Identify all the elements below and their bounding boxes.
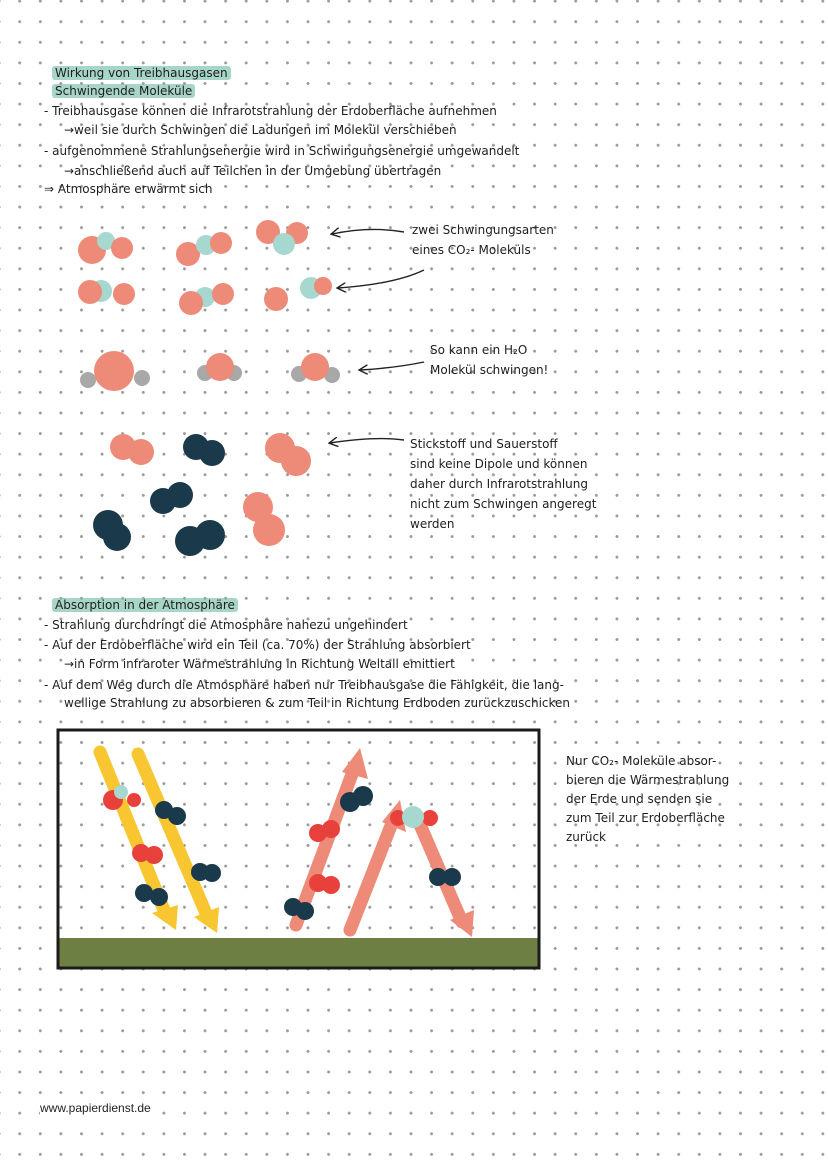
note-line: So kann ein H₂O (430, 343, 528, 357)
co2-molecule (176, 232, 232, 266)
oxygen-atom (281, 446, 311, 476)
oxygen-atom (301, 353, 329, 381)
text-line: - Auf dem Weg durch die Atmosphäre haben nur Treibhausgase die Fähigkeit, die lang- (44, 678, 564, 692)
note-line: bieren die Wärmestrahlung (566, 773, 730, 787)
molecule-atom (145, 846, 163, 864)
oxygen-atom (264, 287, 288, 311)
ground (58, 938, 539, 968)
text-line: - Strahlung durchdringt die Atmosphäre nahezu ungehindert (44, 618, 408, 632)
co2-molecule (264, 277, 332, 311)
section-title-text: Wirkung von Treibhausgasen (52, 66, 231, 80)
oxygen-atom (210, 232, 232, 254)
molecule-atom (443, 868, 461, 886)
pointer-arrow-n2-o2 (330, 439, 404, 443)
note-line: zwei Schwingungsarten (412, 223, 554, 237)
carbon-atom (273, 233, 295, 255)
pointer-arrow-h2o (360, 362, 424, 370)
pointer-arrow-co2-second (338, 270, 424, 288)
oxygen-atom (128, 439, 154, 465)
note-line: zurück (566, 830, 606, 844)
n2-molecule (183, 434, 225, 466)
text-line: →in Form infraroter Wärmestrahlung in Richtung Weltall emittiert (64, 657, 455, 671)
hydrogen-atom (134, 370, 150, 386)
atmosphere-diagram (58, 730, 539, 968)
nitrogen-atom (103, 523, 131, 551)
note-line: nicht zum Schwingen angeregt (410, 497, 597, 511)
oxygen-atom (111, 237, 133, 259)
n2-molecule (175, 520, 225, 556)
co2-molecule (256, 220, 308, 255)
molecule-atom (322, 876, 340, 894)
co2-molecule (78, 232, 133, 264)
pointer-arrow-co2 (332, 229, 404, 234)
text-line: - Treibhausgase können die Infrarotstrahlung der Erdoberfläche aufnehmen (44, 104, 497, 118)
oxygen-atom (179, 291, 203, 315)
oxygen-atom (113, 283, 135, 305)
molecule-atom (150, 888, 168, 906)
oxygen-atom (127, 793, 141, 807)
note-line: Stickstoff und Sauerstoff (410, 437, 558, 451)
nitrogen-atom (199, 440, 225, 466)
o2-molecule (110, 434, 154, 465)
oxygen-atom (94, 351, 134, 391)
text-line: - Auf der Erdoberfläche wird ein Teil (ca. 70%) der Strahlung absorbiert (44, 638, 471, 652)
n2-molecule (191, 863, 221, 882)
oxygen-atom (78, 280, 102, 304)
molecule-atom (322, 820, 340, 838)
oxygen-atom (206, 353, 234, 381)
oxygen-atom (212, 283, 234, 305)
text-line: - aufgenommene Strahlungsenergie wird in Schwingungsenergie umgewandelt (44, 144, 520, 158)
note-line: Nur CO₂- Moleküle absor- (566, 754, 717, 768)
note-line: der Erde und senden sie (566, 792, 713, 806)
n2-molecule (93, 510, 131, 551)
text-line: →weil sie durch Schwingen die Ladungen im Molekül verschieben (64, 123, 457, 137)
oxygen-atom (314, 277, 332, 295)
text-line: →anschließend auch auf Teilchen in der Umgebung übertragen (64, 164, 442, 178)
co2-molecule (78, 280, 135, 305)
n2-molecule (150, 482, 193, 514)
footer-url: www.papierdienst.de (40, 1101, 151, 1115)
carbon-atom (402, 806, 424, 828)
carbon-atom (114, 785, 128, 799)
molecule-atom (353, 786, 373, 806)
molecule-atom (203, 864, 221, 882)
text-line: wellige Strahlung zu absorbieren & zum Teil in Richtung Erdboden zurückzuschicken (64, 696, 571, 710)
note-line: zum Teil zur Erdoberfläche (566, 811, 725, 825)
h2o-molecule (197, 353, 242, 381)
section-subtitle-text: Schwingende Moleküle (52, 84, 195, 98)
note-line: daher durch Infrarotstrahlung (410, 477, 589, 491)
note-line: werden (410, 517, 455, 531)
note-line: Molekül schwingen! (430, 363, 549, 377)
note-line: eines CO₂- Moleküls (412, 243, 531, 257)
oxygen-atom (422, 810, 438, 826)
hydrogen-atom (80, 372, 96, 388)
co2-molecule (179, 283, 234, 315)
note-line: sind keine Dipole und können (410, 457, 588, 471)
o2-molecule (265, 433, 311, 476)
section-title-text: Absorption in der Atmosphäre (52, 598, 238, 612)
o2-molecule (243, 492, 285, 546)
oxygen-atom (253, 514, 285, 546)
text-line: ⇒ Atmosphäre erwärmt sich (44, 182, 213, 196)
nitrogen-atom (195, 520, 225, 550)
molecule-atom (168, 807, 186, 825)
nitrogen-atom (167, 482, 193, 508)
h2o-molecule (80, 351, 150, 391)
h2o-molecule (291, 353, 340, 383)
molecule-atom (296, 902, 314, 920)
